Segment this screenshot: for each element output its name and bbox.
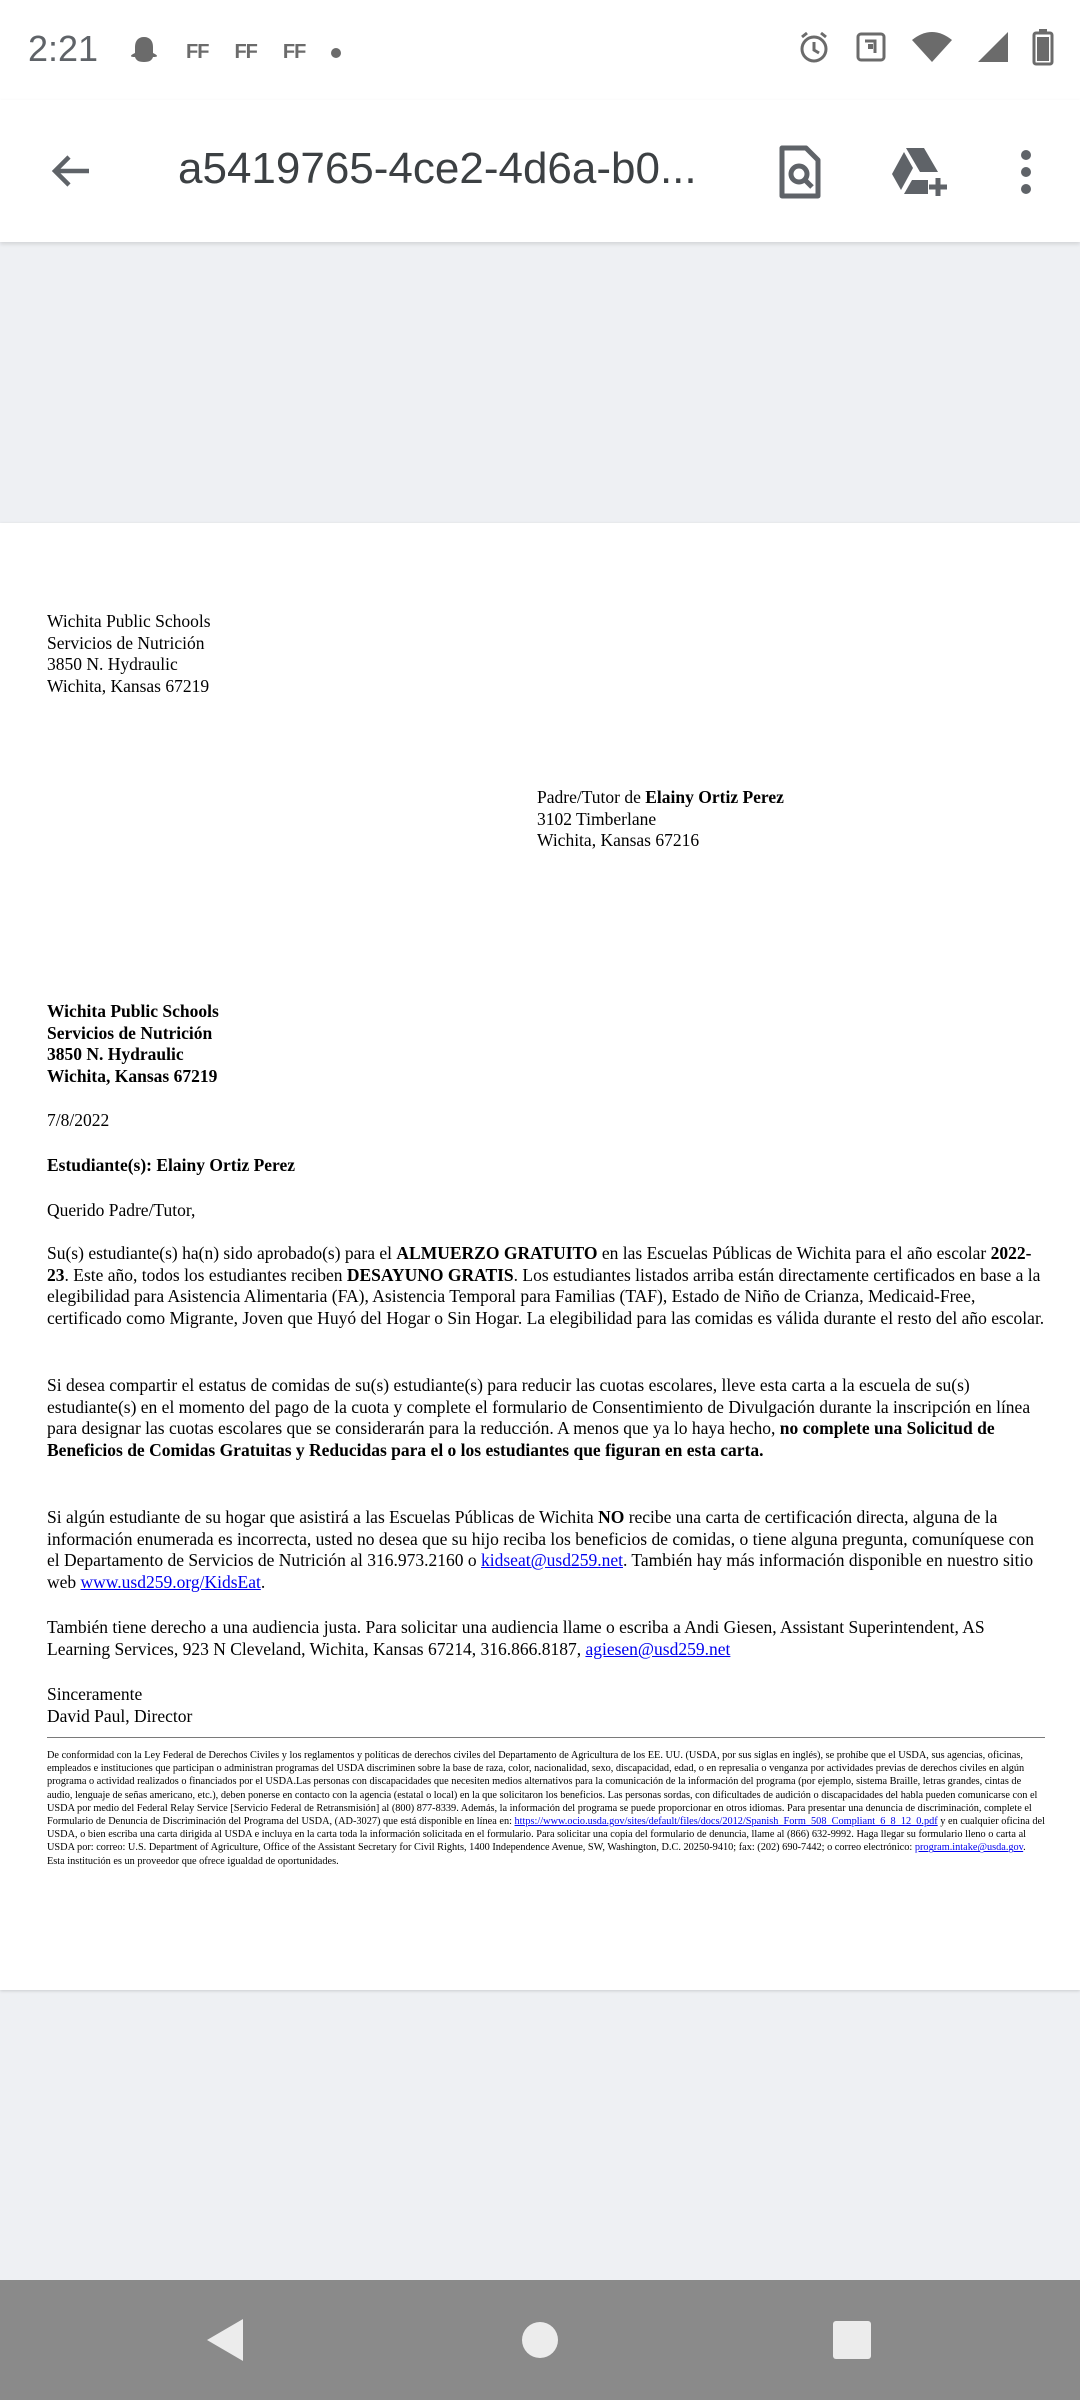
- app-bar: [0, 100, 1080, 242]
- recipient-address: [537, 787, 784, 852]
- add-to-drive-icon: [890, 146, 950, 198]
- paragraph-hearing: [47, 1617, 1045, 1660]
- text: También tiene derecho a una audiencia justa. Para solicitar una audiencia llame o escriba a Andi Giesen, Assistant Superintendent, AS Learning Services, 923 N Cleveland, Wichita, Kansas 67214, 316.866.8187,: [47, 1617, 985, 1659]
- home-circle-icon: [520, 2320, 560, 2360]
- free-breakfast-emphasis: DESAYUNO GRATIS: [346, 1264, 514, 1285]
- text: De conformidad con la Ley Federal de Derechos Civiles y los reglamentos y políticas de derechos civiles del Departamento de Agricultura de los EE. UU. (USDA, por sus siglas en inglés), se prohíbe que el USDA, sus agencias, oficinas, empleados e instituciones que participan o administran programas del USDA discriminen sobre la base de raza, color, nacionalidad, sexo, discapacidad, edad, o en represalia o venganza por actividades previas de derechos civiles en algún programa o actividad realizados o financiados por el USDA.Las personas con discapacidades que necesiten medios alternativos para la comunicación de la información del programa (por ejemplo, sistema Braille, letras grandes, cintas de audio, lenguaje de señas americano, etc.), deben ponerse en contacto con la agencia (estatal o local) en la que solicitaron los beneficios. Las personas sordas, con dificultades de audición o discapacidades del habla pueden comunicarse con el USDA por medio del Federal Relay Service [Servicio Federal de Retransmisión] al (800) 877-8339. Además, la información del programa se puede proporcionar en otros idiomas. Para presentar una denuncia de discriminación, complete el Formulario de Denuncia de Discriminación del Programa del USDA, (AD-3027) que está disponible en línea en:: [47, 1750, 1038, 1828]
- find-in-page-icon: [776, 144, 824, 200]
- alarm-icon: [796, 29, 832, 70]
- text: recibe una carta de certificación directa, alguna de la información enumerada es incorrecta, usted no desea que su hijo reciba los beneficios de comidas, o tiene alguna pregunta, comuníquese con el Departamento de Servicios de Nutrición al 316.973.2160 o: [47, 1507, 1034, 1570]
- find-in-page-button[interactable]: [768, 140, 832, 204]
- status-bar: [0, 0, 1080, 100]
- recipient-prefix: Padre/Tutor de: [537, 787, 646, 807]
- closing: [47, 1684, 192, 1727]
- return-address-line: 3850 N. Hydraulic: [47, 1044, 184, 1064]
- sender-address-line: Servicios de Nutrición: [47, 632, 205, 653]
- text: .: [260, 1571, 266, 1592]
- return-address-line: Wichita, Kansas 67219: [47, 1065, 218, 1086]
- nav-recents-button[interactable]: [822, 2310, 882, 2370]
- nondiscrimination-statement: [47, 1749, 1045, 1868]
- document-page[interactable]: [0, 523, 1080, 1990]
- more-vert-icon: [1018, 148, 1034, 196]
- sender-address-line: 3850 N. Hydraulic: [47, 654, 178, 674]
- agiesen-email-link[interactable]: agiesen@usd259.net: [585, 1638, 731, 1659]
- school-year: 2022-23: [47, 1243, 1032, 1285]
- text: Su(s) estudiante(s) ha(n) sido aprobado(s) para el: [47, 1243, 397, 1263]
- signal-icon: [976, 30, 1010, 69]
- navigation-bar: [0, 2280, 1080, 2400]
- recipient-line: [537, 787, 784, 809]
- text: en las Escuelas Públicas de Wichita para el año escolar: [597, 1243, 991, 1263]
- divider: [47, 1737, 1045, 1738]
- recipient-name: Elainy Ortiz Perez: [645, 787, 784, 807]
- wifi-icon: [910, 30, 954, 69]
- paragraph-approval: [47, 1243, 1045, 1329]
- do-not-apply-emphasis: no complete una Solicitud de Beneficios de Comidas Gratuitas y Reducidas para el o los estudiantes que figuran en esta carta.: [47, 1418, 995, 1460]
- dot-icon: [331, 48, 341, 58]
- return-address: [47, 1001, 219, 1087]
- text: . También hay más información disponible en nuestro sitio web: [47, 1550, 1034, 1592]
- recipient-address-line: Wichita, Kansas 67216: [537, 830, 700, 850]
- nav-back-button[interactable]: [195, 2310, 255, 2370]
- paragraph-fees: [47, 1375, 1045, 1461]
- status-left-icons: [128, 34, 341, 71]
- ghost-icon: [128, 34, 160, 71]
- closing-line: Sinceramente: [47, 1684, 143, 1704]
- return-address-line: Wichita Public Schools: [47, 1001, 219, 1021]
- usda-email-link[interactable]: program.intake@usda.gov: [914, 1842, 1024, 1854]
- sender-address: [47, 611, 211, 697]
- add-to-drive-button[interactable]: [888, 140, 952, 204]
- battery-icon: [1032, 28, 1054, 71]
- ff-icon: FF: [282, 41, 306, 63]
- no-emphasis: NO: [598, 1507, 625, 1527]
- student-label: Estudiante(s): Elainy Ortiz Perez: [47, 1155, 296, 1175]
- text: . Esta institución es un proveedor que ofrece igualdad de oportunidades.: [47, 1842, 1026, 1867]
- recents-square-icon: [832, 2320, 872, 2360]
- paragraph-contact: [47, 1507, 1045, 1593]
- nav-home-button[interactable]: [510, 2310, 570, 2370]
- back-button[interactable]: [40, 140, 102, 202]
- ff-icon: FF: [234, 41, 257, 63]
- back-triangle-icon: [203, 2317, 247, 2363]
- sender-address-line: Wichita, Kansas 67219: [47, 675, 210, 696]
- kidseat-email-link[interactable]: kidseat@usd259.net: [481, 1550, 623, 1570]
- return-address-line: Servicios de Nutrición: [47, 1022, 213, 1043]
- more-options-button[interactable]: [994, 140, 1058, 204]
- status-time: 2:21: [28, 28, 99, 69]
- nfc-icon: [854, 30, 888, 69]
- signature-line: David Paul, Director: [47, 1705, 193, 1726]
- text: y en cualquier oficina del USDA, o bien escriba una carta dirigida al USDA e incluya en la carta toda la información solicitada en el formulario. Para solicitar una copia del formulario de denuncia, llame al (866) 632-9992. Haga llegar su formulario lleno o carta al USDA por: correo: U.S. Department of Agriculture, Office of the Assistant Secretary for Civil Rights, 1400 Independence Avenue, SW, Washington, D.C. 20250-9410; fax: (202) 690-7442; o correo electrónico:: [47, 1816, 1045, 1854]
- kidseat-website-link[interactable]: www.usd259.org/KidsEat: [80, 1571, 261, 1592]
- recipient-address-line: 3102 Timberlane: [537, 808, 657, 829]
- ff-icon: FF: [186, 41, 209, 63]
- status-right-icons: [796, 28, 1054, 71]
- greeting: Querido Padre/Tutor,: [47, 1200, 196, 1220]
- text: Si desea compartir el estatus de comidas de su(s) estudiante(s) para reducir las cuotas escolares, lleve esta carta a la escuela de su(s) estudiante(s) en el momento del pago de la cuota y complete el formulario de Consentimiento de Divulgación durante la inscripción en línea para designar las cuotas escolares que se considerarán para la reducción. A menos que ya lo haya hecho,: [47, 1375, 1031, 1438]
- letter-date: 7/8/2022: [47, 1110, 110, 1130]
- text: . Este año, todos los estudiantes reciben: [64, 1264, 347, 1285]
- usda-form-link[interactable]: https://www.ocio.usda.gov/sites/default/files/docs/2012/Spanish_Form_508_Compliant_6_8_12_0.pdf: [514, 1816, 938, 1828]
- sender-address-line: Wichita Public Schools: [47, 611, 211, 631]
- back-arrow-icon: [49, 149, 93, 193]
- text: Si algún estudiante de su hogar que asistirá a las Escuelas Públicas de Wichita: [47, 1507, 599, 1527]
- document-title: a5419765-4ce2-4d6a-b0...: [178, 144, 697, 193]
- free-lunch-emphasis: ALMUERZO GRATUITO: [396, 1243, 598, 1263]
- text: . Los estudiantes listados arriba están directamente certificados en base a la elegibilidad para Asistencia Alimentaria (FA), Asistencia Temporal para Familias (TAF), Estado de Niño de Crianza, Medicaid-Free, certificado como Migrante, Joven que Huyó del Hogar o Sin Hogar. La elegibilidad para las comidas es válida durante el resto del año escolar.: [47, 1264, 1045, 1328]
